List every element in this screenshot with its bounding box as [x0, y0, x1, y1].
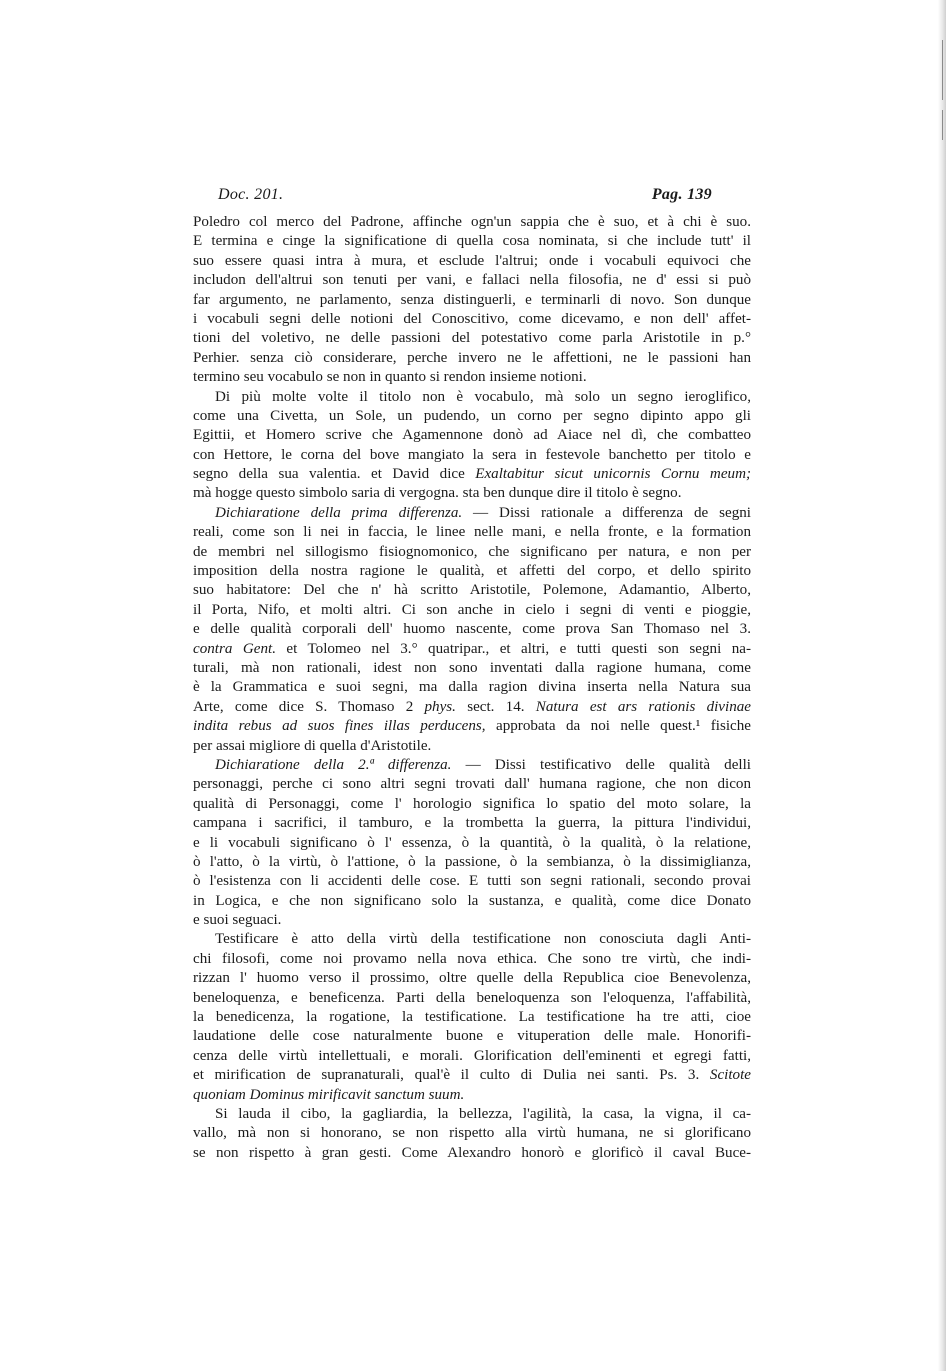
text-run: il Porta, Nifo, et molti altri. Ci son anche in cielo i segni di venti e pioggie, [193, 601, 751, 618]
text-line [193, 1008, 751, 1027]
text-line [193, 271, 751, 290]
text-line [193, 310, 751, 329]
text-line [193, 581, 751, 600]
text-run: personaggi, perche ci sono altri segni trovati dall' humana ragione, che non dicon [193, 776, 751, 793]
text-run: termino seu vocabulo se non in quanto si rendon insieme notioni. [193, 369, 587, 386]
text-run: — Dissi rationale a differenza de segni [462, 504, 751, 521]
text-run: come una Civetta, un Sole, un pudendo, un corno per segno dipinto appo gli [193, 407, 751, 424]
text-line [193, 756, 751, 775]
text-line [193, 834, 751, 853]
text-line [193, 930, 751, 949]
text-line [193, 892, 751, 911]
text-line [193, 232, 751, 251]
text-line [193, 1066, 751, 1085]
text-run: Poledro col merco del Padrone, affinche ogn'un sappia che è suo, et à chi è suo. [193, 214, 751, 230]
italic-text: Scitote [709, 1067, 751, 1084]
text-line [193, 329, 751, 348]
text-line [193, 717, 751, 736]
text-run: e li vocabuli significano ò l' essenza, ò la quantità, ò la qualità, ò la relatione, [193, 834, 751, 851]
text-run: E termina e cinge la significatione di quella cosa nominata, si che include tutt' il [193, 233, 751, 250]
text-line [193, 911, 751, 930]
text-line [193, 620, 751, 639]
text-run: et Tolomeo nel 3.° quatripar., et altri, e tutti questi son segni na- [275, 640, 751, 657]
text-line [193, 368, 751, 387]
text-line [193, 349, 751, 368]
text-line [193, 291, 751, 310]
text-run: beneloquenza, e beneficenza. Parti della beneloquenza son l'eloquenza, l'affabilità, [193, 989, 751, 1006]
text-line [193, 1105, 751, 1124]
text-line [193, 737, 751, 756]
italic-text: contra Gent. [193, 640, 276, 657]
italic-text: Dichiaratione della 2.ª differenza. [215, 756, 452, 773]
text-run: la benedicenza, la rogatione, la testificatione. La testificatione ha tre atti, cioe [193, 1009, 751, 1026]
text-line [193, 659, 751, 678]
text-line [193, 252, 751, 271]
text-line [193, 814, 751, 833]
text-run: de membri nel sillogismo fisiognomonico, che significano per natura, e non per [193, 543, 751, 560]
text-line [193, 1124, 751, 1143]
text-line [193, 950, 751, 969]
text-run: per assai migliore di quella d'Aristotile. [193, 737, 432, 754]
running-header [196, 186, 712, 210]
text-run: ò l'esistenza con li accidenti delle cose. E tutti son segni rationali, secondo provai [193, 873, 751, 890]
text-run: e delle qualità corporali dell' huomo nascente, come prova San Thomaso nel 3. [193, 621, 751, 638]
italic-text: Exaltabitur sicut unicornis Cornu meum; [475, 466, 751, 483]
text-line [193, 1086, 751, 1105]
page-number: Pag. 139 [651, 186, 712, 203]
body-text [193, 213, 751, 1163]
text-run: Testificare è atto della virtù della testificatione non conosciuta dagli Anti- [215, 931, 751, 948]
text-run: Perhier. senza ciò considerare, perche invero ne le affettioni, ne le passioni han [193, 349, 751, 366]
text-run: far argumento, ne parlamento, senza distinguerli, e terminarli di novo. Son dunque [193, 291, 751, 308]
italic-text: quoniam Dominus mirificavit sanctum suum. [193, 1086, 465, 1103]
scan-edge-mark [942, 40, 943, 100]
text-line [193, 698, 751, 717]
text-run: tioni del voletivo, ne delle passioni del potestativo come parla Aristotile in p.° [193, 330, 751, 347]
text-run: campana i sacrifici, il tamburo, e la trombetta la guerra, la pittura l'individui, [193, 815, 751, 832]
text-run: Di più molte volte il titolo non è vocabulo, mà solo un segno ieroglifico, [215, 388, 751, 405]
text-run: imposition della nostra ragione le qualità, et affetti del corpo, et dello spirito [193, 563, 751, 580]
text-run: reali, come son li nei in faccia, le linee nelle mani, e nella fronte, e la formation [193, 524, 751, 541]
text-run: et mirification de supranaturali, qual'è il culto di Dulia nei santi. Ps. 3. [193, 1067, 710, 1084]
text-run: turali, mà non rationali, idest non sono inventati dalla ragione humana, come [193, 659, 751, 676]
text-line [193, 1047, 751, 1066]
text-run: suo habitatore: Del che n' hà scritto Aristotile, Polemone, Adamantio, Alberto, [193, 582, 751, 599]
text-line [193, 989, 751, 1008]
text-run: ò l'atto, ò la virtù, ò l'attione, ò la passione, ò la sembianza, ò la dissimiglianza, [193, 853, 751, 870]
text-run: i vocabuli segni delle notioni del Conoscitivo, come dicevamo, e non dell' affet- [193, 310, 751, 327]
text-line [193, 504, 751, 523]
italic-text: Dichiaratione della prima differenza. [215, 504, 463, 521]
text-run: — Dissi testificativo delle qualità delli [451, 756, 751, 773]
text-run: Egittii, et Homero scrive che Agamennone donò ad Aiace nel dì, che combatteo [193, 427, 751, 444]
italic-text: Natura est ars rationis divinae [535, 698, 751, 715]
text-run: cenza delle virtù intellettuali, e morali. Glorification dell'eminenti et egregi fatti, [193, 1047, 751, 1064]
text-run: sect. 14. [455, 698, 536, 715]
text-run: rizzan l' huomo verso il prossimo, oltre quelle della Republica cioe Benevolenza, [193, 970, 751, 987]
text-line [193, 446, 751, 465]
text-run: approbata da noi nelle quest.¹ fisiche [485, 718, 751, 735]
text-run: suo essere quasi intra à mura, et esclude l'altrui; onde i vocabuli equivoci che [193, 252, 751, 269]
text-line [193, 1144, 751, 1163]
text-line [193, 775, 751, 794]
text-run: vallo, mà non si honorano, se non rispetto alla virtù humana, ne si glorificano [193, 1125, 751, 1142]
italic-text: phys. [424, 698, 456, 715]
text-run: con Hettore, le corna del bove mangiato la sera in festevole banchetto per titolo e [193, 446, 751, 463]
text-line [193, 601, 751, 620]
text-line [193, 678, 751, 697]
text-run: è la Grammatica e suoi segni, ma dalla ragion divina inserta nella Natura sua [193, 679, 751, 696]
text-line [193, 1027, 751, 1046]
text-run: e suoi seguaci. [193, 912, 282, 929]
text-line [193, 640, 751, 659]
italic-text: indita rebus ad suos fines illas perducens, [193, 718, 486, 735]
text-line [193, 388, 751, 407]
text-line [193, 853, 751, 872]
text-run: chi filosofi, come noi provamo nella nova ethica. Che sono tre virtù, che indi- [193, 950, 751, 967]
text-run: qualità di Personaggi, come l' horologio significa lo spatio del moto solare, la [193, 795, 751, 812]
text-line [193, 872, 751, 891]
text-line [193, 969, 751, 988]
text-run: mà hogge questo simbolo saria di vergogna. sta ben dunque dire il titolo è segno. [193, 485, 682, 502]
text-line [193, 465, 751, 484]
text-run: laudatione delle cose naturalmente buone e vituperation delle male. Honorifi- [193, 1028, 751, 1045]
text-line [193, 407, 751, 426]
text-line [193, 523, 751, 542]
text-run: Arte, come dice S. Thomaso 2 [193, 698, 425, 715]
text-run: in Logica, e che non significano solo la sustanza, e qualità, come dice Donato [193, 892, 751, 909]
text-run: segno della sua valentia. et David dice [193, 466, 476, 483]
document-number: Doc. 201. [218, 186, 284, 203]
text-line [193, 213, 751, 232]
text-line [193, 543, 751, 562]
scan-right-edge [938, 0, 946, 1371]
text-run: includon dell'altrui son tenuti per vani, e fallaci nella filosofia, ne d' essi si può [193, 272, 751, 289]
scan-edge-mark [942, 110, 943, 140]
text-line [193, 484, 751, 503]
text-line [193, 426, 751, 445]
text-run: Si lauda il cibo, la gagliardia, la bellezza, l'agilità, la casa, la vigna, il ca- [215, 1105, 751, 1122]
text-line [193, 562, 751, 581]
text-run: se non rispetto à gran gesti. Come Alexandro honorò e glorificò il caval Buce- [193, 1144, 751, 1161]
text-line [193, 795, 751, 814]
